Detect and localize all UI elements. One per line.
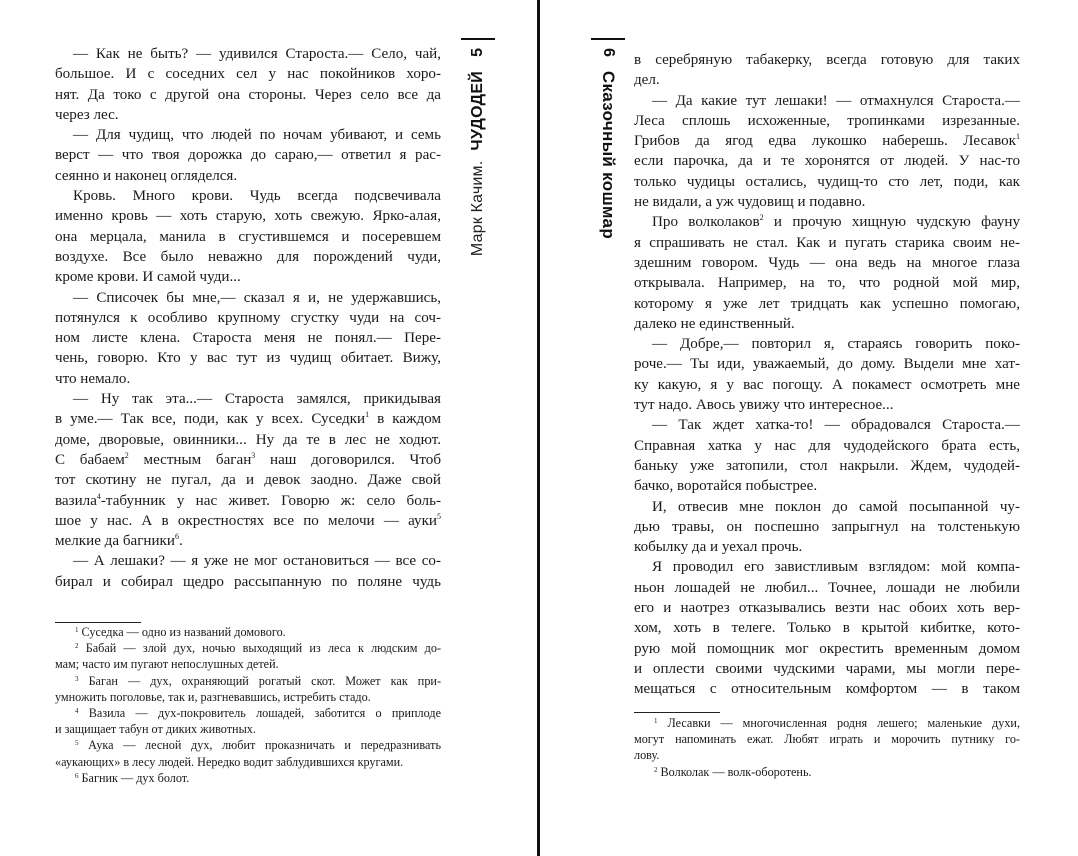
- text-fragment: .: [178, 533, 183, 550]
- right-body-text: [634, 50, 1020, 700]
- text-line: роче.— Ты иди, уважаемый, до дому. Выдели мне хат-: [634, 356, 1020, 373]
- text-line: открывала. Например, на то, что родной мой мир,: [634, 275, 1020, 292]
- footnote-marker: 1: [75, 626, 79, 634]
- footnote-line: мам; часто им пугают непослушных детей.: [55, 657, 279, 672]
- text-line: — Списочек бы мне,— сказал я и, не удержавшись,: [73, 289, 441, 306]
- text-fragment: -табунник у нас живет. Говорю ж: село боль-: [100, 492, 441, 509]
- text-line: бирал и собирал щедро рассыпанную по поляне чудь: [55, 573, 441, 590]
- text-line: здешним говором. Чудь — она ведь на многое глаза: [634, 254, 1020, 271]
- text-line: она мерцала, манила в сгустившемся и посеревшем: [55, 228, 441, 245]
- text-line: верст — что твоя дорожка до сараю,— ответил я рас-: [55, 147, 441, 164]
- text-line: кобылку да и уехал прочь.: [634, 539, 803, 556]
- footnote-reference: 1: [1016, 132, 1020, 142]
- text-line: в серебряную табакерку, всегда готовую для таких: [634, 52, 1020, 68]
- footnote-line: [55, 673, 441, 689]
- footnote-text: Лесавки — многочисленная родня лешего; маленькие духи,: [667, 716, 1020, 730]
- footnote-marker: 2: [654, 765, 658, 774]
- text-fragment: Про волколаков: [652, 214, 760, 231]
- left-footnotes: [55, 624, 441, 786]
- footnote-line: могут напоминать ежат. Любят играть и морочить путнику го-: [634, 732, 1020, 747]
- footnote-reference: 2: [759, 213, 764, 223]
- footnote-reference: 3: [251, 450, 256, 460]
- text-line: И, отвесив мне поклон до самой посыпанной чу-: [652, 498, 1020, 515]
- footnote-marker: 1: [654, 717, 658, 725]
- text-line: тут надо. Авось увижу что интересное...: [634, 397, 894, 414]
- text-fragment: в каждом: [369, 411, 441, 428]
- text-line: — Ну так эта...— Староста замялся, прикидывая: [73, 391, 441, 408]
- footnote-text: Баган — дух, охраняющий рогатый скот. Может как при-: [88, 673, 442, 688]
- text-fragment: в уме.— Так все, поди, как у всех. Суседки: [55, 411, 366, 428]
- text-line: [55, 511, 441, 531]
- footnote-text: Багник — дух болот.: [81, 770, 190, 785]
- text-line: [634, 212, 1020, 232]
- text-line: и оплести своими чудскими чарами, мы могли пере-: [634, 660, 1020, 677]
- text-line: бачко, воротайся побыстрее.: [634, 478, 818, 495]
- text-line: воздухе. Все было неважно для порождений чуди,: [55, 248, 441, 265]
- footnote-text: Суседка — одно из названий домового.: [81, 625, 286, 639]
- text-line: чень, говорю. Кто у вас тут из чудищ обитает. Вижу,: [55, 350, 441, 367]
- footnote-reference: 5: [437, 511, 441, 521]
- text-line: — Добре,— повторил я, стараясь говорить поко-: [652, 336, 1020, 353]
- footnote-line: «аукающих» в лесу людей. Нередко водит заблудившихся кругами.: [55, 754, 404, 769]
- text-line: кроме крови. И самой чуди...: [55, 269, 241, 286]
- header-rule: [461, 38, 495, 40]
- text-line: — Так ждет хатка-то! — обрадовался Староста.—: [652, 417, 1020, 434]
- text-line: его и наотрез отказывались везти нас обоих хоть вер-: [634, 600, 1020, 617]
- footnote-marker: 3: [75, 674, 79, 683]
- running-head-title: Сказочный кошмар: [599, 70, 618, 239]
- text-line: [55, 531, 441, 551]
- text-line: дью травы, он поспешно запрыгнул на толстенькую: [634, 518, 1020, 535]
- text-line: что немало.: [55, 370, 131, 387]
- text-line: — Как не быть? — удивился Староста.— Село, чай,: [73, 46, 441, 62]
- header-rule: [591, 38, 625, 40]
- right-footnote-rule: [634, 712, 720, 713]
- running-head-title: ЧУДОДЕЙ: [469, 70, 486, 151]
- right-page: [540, 0, 1078, 856]
- text-fragment: мелкие да багники: [55, 533, 175, 550]
- footnote-reference: 2: [124, 450, 129, 460]
- left-footnote-rule: [55, 622, 141, 623]
- text-line: которому я уже лет тридцать как успешно помогаю,: [634, 295, 1020, 312]
- footnote-text: Вазила — дух-покровитель лошадей, заботится о приплоде: [88, 705, 441, 720]
- text-line: тот скотину не пугал, да и девок заодно. Даже свой: [55, 472, 441, 489]
- left-page: [0, 0, 537, 856]
- footnote-text: Волколак — волк-оборотень.: [660, 764, 812, 779]
- text-line: [55, 450, 441, 470]
- text-line: [55, 409, 441, 429]
- text-fragment: наш договорился. Чтоб: [255, 451, 441, 468]
- text-line: Я проводил его завистливым взглядом: мой компа-: [652, 559, 1020, 576]
- footnote-line: лову.: [634, 748, 660, 763]
- text-line: ку какую, я у вас погощу. А покамест осмотреть мне: [634, 376, 1020, 393]
- text-line: доме, дворовые, овинники... Ну да те в лес не ходют.: [55, 431, 441, 448]
- text-line: дел.: [634, 72, 660, 89]
- running-head-author: Марк Качим.: [469, 160, 486, 257]
- footnote-line: [634, 764, 1020, 780]
- footnote-line: [634, 715, 1020, 731]
- footnote-line: [55, 640, 441, 656]
- text-line: мещаться с относительным комфортом — в таком: [634, 681, 1020, 698]
- footnote-line: и защищает табун от диких животных.: [55, 722, 256, 737]
- text-fragment: шое у нас. А в окрестностях все по мелочи — ауки: [55, 512, 437, 529]
- text-line: ньон лошадей не любил... Точнее, лошади не любили: [634, 579, 1020, 596]
- text-fragment: Грибов да ягод едва лукошко наберешь. Лесавок: [634, 133, 1016, 150]
- text-line: Леса сплошь исхоженные, тропинками изрезанные.: [634, 112, 1020, 129]
- footnote-reference: 6: [174, 532, 179, 542]
- text-line: сеянно и наконец огляделся.: [55, 167, 238, 184]
- text-line: рую мой помощник мог окрестить временным домом: [634, 640, 1020, 657]
- footnote-line: умножить поголовье, так и, разгневавшись, истребить стадо.: [55, 689, 371, 704]
- right-running-head: [588, 44, 628, 334]
- text-line: через лес.: [55, 106, 119, 123]
- text-line: нят. Да токо с другой она стороны. Через село все да: [55, 86, 441, 103]
- text-line: я спрашивать не стал. Как и пугать старика своим не-: [634, 234, 1020, 251]
- left-running-head: [458, 44, 498, 334]
- text-line: хом, хоть в телеге. Только в крытой кибитке, кото-: [634, 620, 1020, 637]
- footnote-marker: 6: [75, 771, 79, 780]
- text-line: Справная хатка у нас для чудодейского брата есть,: [634, 437, 1020, 454]
- text-line: далеко не единственный.: [634, 315, 795, 332]
- text-line: потянулся к особливо крупному сгустку чуди на соч-: [55, 309, 441, 326]
- text-fragment: С бабаем: [55, 451, 125, 468]
- footnote-marker: 2: [75, 642, 79, 651]
- text-line: ном листе клена. Староста меня не понял.— Пере-: [55, 330, 441, 347]
- text-line: [55, 491, 441, 511]
- footnote-reference: 4: [96, 491, 101, 501]
- text-line: баньку уже затопили, стол накрыли. Ждем, чудодей-: [634, 457, 1020, 474]
- footnote-line: [55, 705, 441, 721]
- footnote-text: Аука — лесной дух, любит проказничать и передразнивать: [88, 738, 441, 753]
- text-fragment: местным баган: [128, 451, 252, 468]
- text-line: именно кровь — хоть старую, хоть свежую. Ярко-алая,: [55, 208, 441, 225]
- footnote-line: [55, 624, 441, 640]
- footnote-line: [55, 737, 441, 753]
- footnote-marker: 4: [75, 706, 79, 715]
- text-line: не видали, а уж чудовищ и подавно.: [634, 194, 866, 211]
- right-footnotes: [634, 715, 1020, 780]
- text-line: — Для чудищ, что людей по ночам убивают, и семь: [73, 127, 441, 144]
- footnote-text: Бабай — злой дух, ночью выходящий из леса к людским до-: [85, 641, 442, 656]
- page-number: 5: [469, 48, 486, 57]
- text-line: только чудицы остались, чудищ-то сто лет, поди, как: [634, 173, 1020, 190]
- text-line: — Да какие тут лешаки! — отмахнулся Староста.—: [652, 92, 1020, 109]
- text-line: Кровь. Много крови. Чудь всегда подсвечивала: [73, 188, 441, 205]
- footnote-marker: 5: [75, 739, 79, 748]
- text-line: [634, 131, 1020, 151]
- text-line: если парочка, да и те хоронятся от людей. У нас-то: [634, 153, 1020, 170]
- text-line: — А лешаки? — я уже не мог остановиться — все со-: [73, 553, 441, 570]
- page-number: 6: [600, 48, 617, 57]
- left-body-text: [55, 44, 441, 592]
- footnote-line: [55, 770, 441, 786]
- text-fragment: вазила: [55, 492, 97, 509]
- text-fragment: и прочую хищную чудскую фауну: [763, 214, 1020, 231]
- text-line: большое. И с соседних сел у нас покойников хоро-: [55, 66, 441, 83]
- footnote-reference: 1: [365, 410, 370, 420]
